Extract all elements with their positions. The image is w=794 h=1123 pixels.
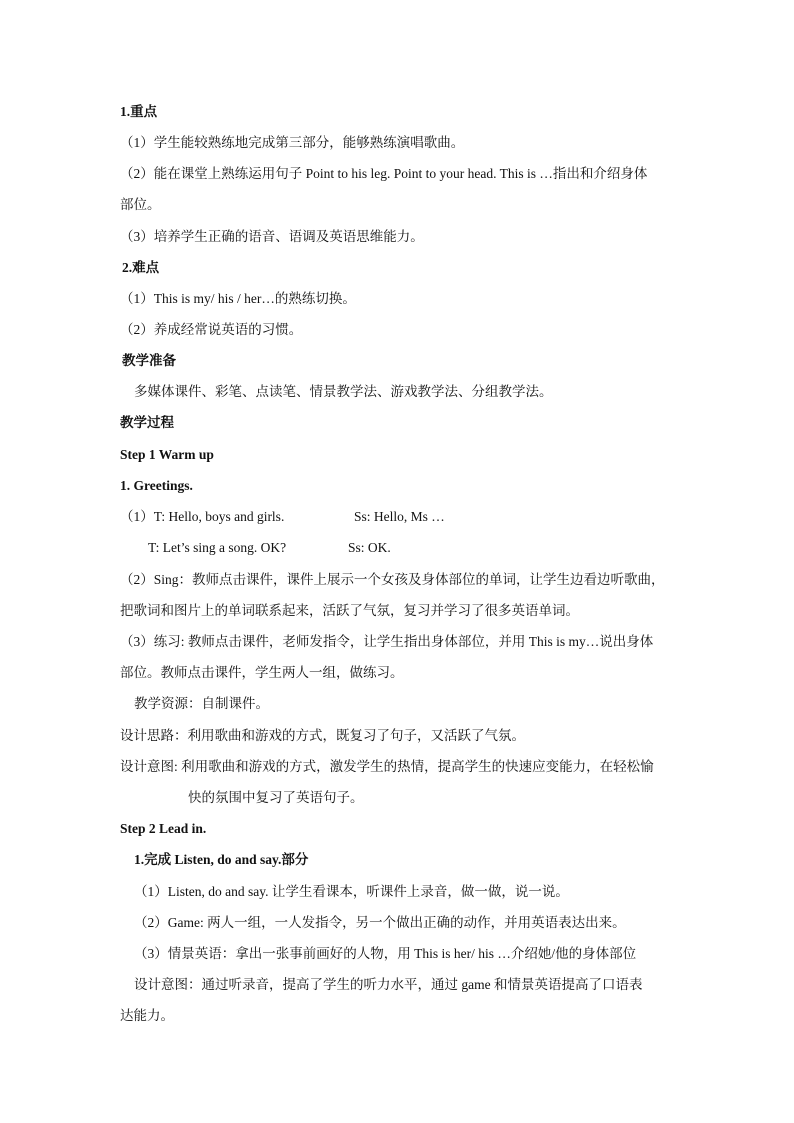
design-intent-line: 设计意图: 利用歌曲和游戏的方式，激发学生的热情，提高学生的快速应变能力，在轻松愉: [120, 759, 654, 774]
design-intent-line: 设计意图：通过听录音，提高了学生的听力水平，通过 game 和情景英语提高了口语表: [134, 977, 643, 992]
step1-paragraph-line: （3）练习: 教师点击课件，老师发指令，让学生指出身体部位，并用 This is my…说出身体: [120, 634, 654, 649]
prep-text: 多媒体课件、彩笔、点读笔、情景教学法、游戏教学法、分组教学法。: [134, 384, 553, 399]
design-intent-line: 达能力。: [120, 1008, 174, 1023]
design-intent-line: 快的氛围中复习了英语句子。: [188, 790, 364, 805]
difficulty-line: （1）This is my/ his / her…的熟练切换。: [120, 291, 356, 306]
prep-heading: 教学准备: [122, 353, 176, 368]
key-points-heading: 1.重点: [120, 104, 158, 119]
teaching-resource-line: 教学资源：自制课件。: [134, 696, 269, 711]
difficulty-heading: 2.难点: [122, 260, 160, 275]
step2-heading: Step 2 Lead in.: [120, 821, 207, 836]
dialog-teacher-line: T: Let’s sing a song. OK?: [148, 540, 287, 555]
dialog-students-line: Ss: OK.: [348, 540, 391, 555]
step2-paragraph-line: （2）Game: 两人一组，一人发指令，另一个做出正确的动作，并用英语表达出来。: [134, 915, 626, 930]
key-point-line: （2）能在课堂上熟练运用句子 Point to his leg. Point to your head. This is …指出和介绍身体: [120, 166, 648, 181]
dialog-students-line: Ss: Hello, Ms …: [354, 509, 445, 524]
step1-heading: Step 1 Warm up: [120, 447, 214, 462]
key-point-line: （3）培养学生正确的语音、语调及英语思维能力。: [120, 229, 424, 244]
step2-paragraph-line: （1）Listen, do and say. 让学生看课本，听课件上录音，做一做，说一说。: [134, 884, 569, 899]
process-heading: 教学过程: [120, 415, 174, 430]
step1-paragraph-line: （2）Sing：教师点击课件，课件上展示一个女孩及身体部位的单词，让学生边看边听歌曲，: [120, 572, 665, 587]
key-point-line: 部位。: [120, 197, 161, 212]
difficulty-line: （2）养成经常说英语的习惯。: [120, 322, 303, 337]
greetings-heading: 1. Greetings.: [120, 478, 193, 493]
step2-sub-heading: 1.完成 Listen, do and say.部分: [134, 852, 309, 867]
step1-paragraph-line: 部位。教师点击课件，学生两人一组，做练习。: [120, 665, 404, 680]
key-point-line: （1）学生能较熟练地完成第三部分，能够熟练演唱歌曲。: [120, 135, 465, 150]
step1-paragraph-line: 把歌词和图片上的单词联系起来，活跃了气氛，复习并学习了很多英语单词。: [120, 603, 579, 618]
step2-paragraph-line: （3）情景英语：拿出一张事前画好的人物，用 This is her/ his …介绍她/他的身体部位: [134, 946, 637, 961]
design-idea-line: 设计思路：利用歌曲和游戏的方式，既复习了句子，又活跃了气氛。: [120, 728, 525, 743]
dialog-teacher-line: （1）T: Hello, boys and girls.: [120, 509, 285, 524]
